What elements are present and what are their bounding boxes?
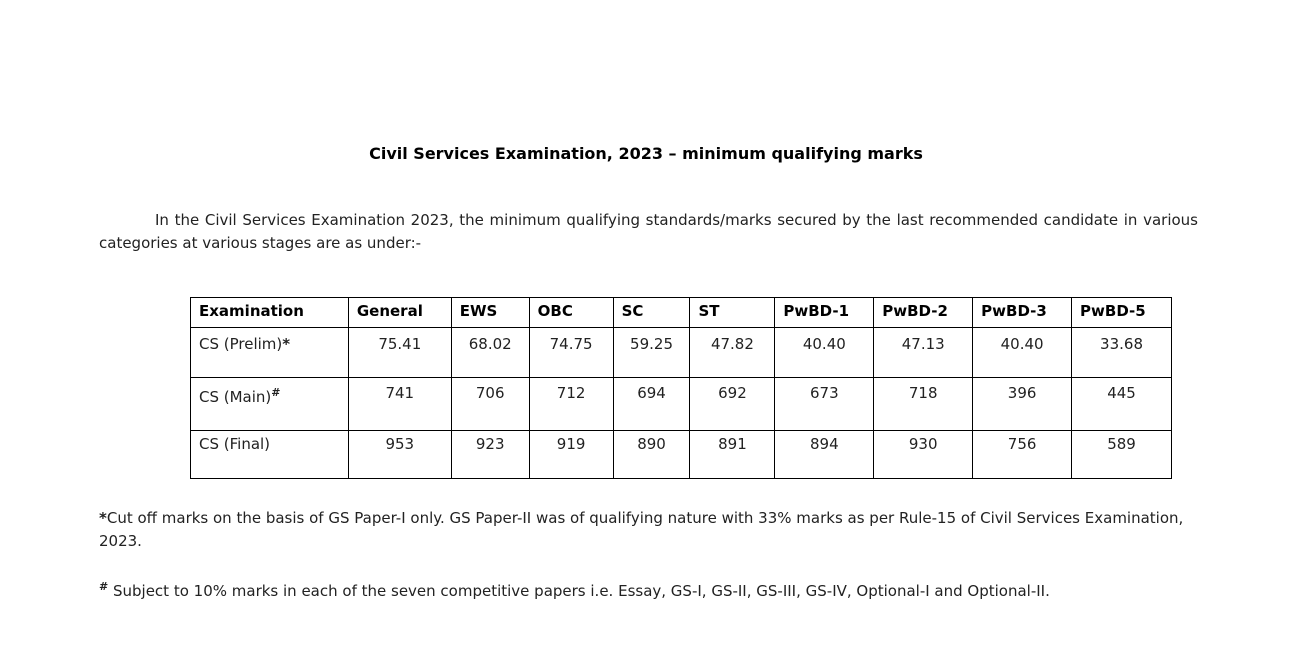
table-cell: 756 <box>973 431 1072 479</box>
table-row <box>191 378 1172 431</box>
table-header-row <box>191 298 1172 328</box>
table-cell: 445 <box>1072 378 1172 431</box>
table-cell: 673 <box>775 378 874 431</box>
hash-mark: # <box>271 386 281 399</box>
table-cell: 894 <box>775 431 874 479</box>
column-header: General <box>348 298 451 328</box>
asterisk-mark: * <box>99 509 107 527</box>
table-cell: 40.40 <box>775 328 874 378</box>
table-cell: 47.82 <box>690 328 775 378</box>
table-cell: 953 <box>348 431 451 479</box>
row-label-text: CS (Main) <box>199 388 272 406</box>
table-cell: 891 <box>690 431 775 479</box>
asterisk-mark: * <box>282 335 291 353</box>
footnote-asterisk <box>99 507 1198 553</box>
table-cell: 694 <box>613 378 690 431</box>
column-header: PwBD-3 <box>973 298 1072 328</box>
column-header: OBC <box>529 298 613 328</box>
row-label-text: CS (Final) <box>199 435 271 453</box>
table-cell: 74.75 <box>529 328 613 378</box>
table-cell: 919 <box>529 431 613 479</box>
table-cell: 706 <box>451 378 529 431</box>
row-label-main <box>191 378 349 431</box>
table-cell: 692 <box>690 378 775 431</box>
row-label-text: CS (Prelim) <box>199 335 283 353</box>
table-cell: 923 <box>451 431 529 479</box>
table-cell: 47.13 <box>874 328 973 378</box>
table-cell: 930 <box>874 431 973 479</box>
table-cell: 40.40 <box>973 328 1072 378</box>
table-cell: 68.02 <box>451 328 529 378</box>
document-title: Civil Services Examination, 2023 – minimum qualifying marks <box>369 144 923 163</box>
table-cell: 712 <box>529 378 613 431</box>
column-header: SC <box>613 298 690 328</box>
column-header: PwBD-1 <box>775 298 874 328</box>
hash-mark: # <box>99 580 109 593</box>
table-row <box>191 431 1172 479</box>
column-header: PwBD-5 <box>1072 298 1172 328</box>
intro-paragraph: In the Civil Services Examination 2023, the minimum qualifying standards/marks secured by the last recommended candidate in various categories at various stages are as under:- <box>99 211 1198 252</box>
row-label-prelim <box>191 328 349 378</box>
table-cell: 890 <box>613 431 690 479</box>
table-row <box>191 328 1172 378</box>
footnote-text: Subject to 10% marks in each of the seven competitive papers i.e. Essay, GS-I, GS-II, GS-III, GS-IV, Optional-I and Optional-II. <box>108 582 1050 600</box>
table-cell: 718 <box>874 378 973 431</box>
footnote-text: Cut off marks on the basis of GS Paper-I only. GS Paper-II was of qualifying nature with 33% marks as per Rule-15 of Civil Services Examination, 2023. <box>99 509 1184 550</box>
qualifying-marks-table <box>190 297 1172 479</box>
table-cell: 396 <box>973 378 1072 431</box>
column-header: ST <box>690 298 775 328</box>
table-cell: 741 <box>348 378 451 431</box>
table-cell: 59.25 <box>613 328 690 378</box>
column-header: EWS <box>451 298 529 328</box>
column-header: PwBD-2 <box>874 298 973 328</box>
row-label-final <box>191 431 349 479</box>
table-cell: 33.68 <box>1072 328 1172 378</box>
table-cell: 75.41 <box>348 328 451 378</box>
footnote-hash <box>99 580 1198 603</box>
table-cell: 589 <box>1072 431 1172 479</box>
column-header: Examination <box>191 298 349 328</box>
